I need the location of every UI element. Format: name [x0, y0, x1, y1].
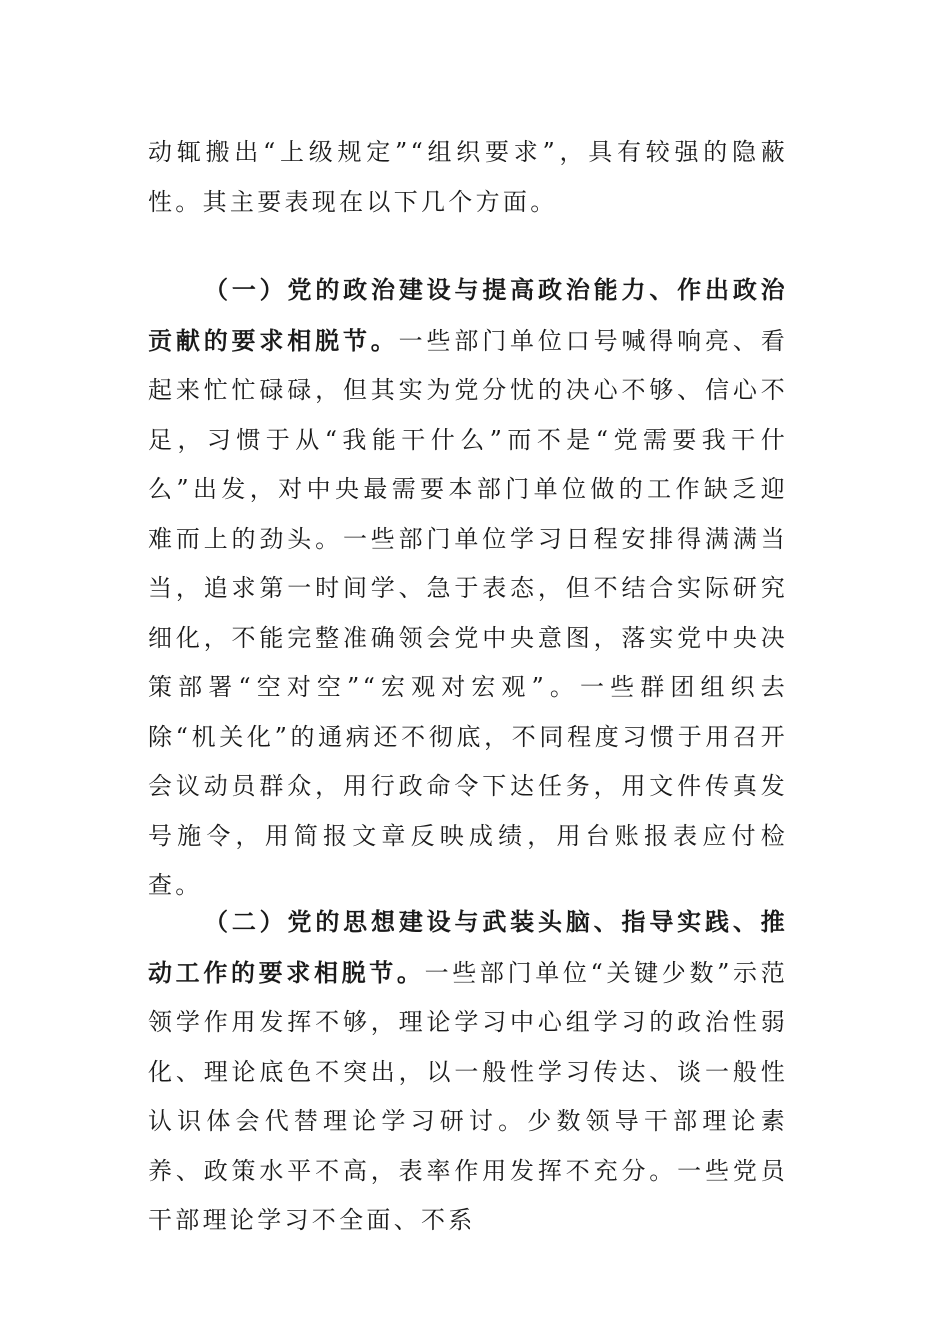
lead-paragraph-block — [148, 128, 788, 227]
section-two-heading: （二）党的思想建设与武装头脑、指导实践、推动工作的要求相脱节。 — [148, 907, 788, 987]
section-one-paragraph — [148, 265, 788, 911]
section-two-paragraph — [148, 897, 788, 1246]
section-one-body: 一些部门单位口号喊得响亮、看起来忙忙碌碌，但其实为党分忧的决心不够、信心不足，习惯于从“我能干什么”而不是“党需要我干什么”出发，对中央最需要本部门单位做的工作缺乏迎难而上的劲头。一些部门单位学习日程安排得满满当当，追求第一时间学、急于表态，但不结合实际研究细化，不能完整准确领会党中央意图，落实党中央决策部署“空对空”“宏观对宏观”。一些群团组织去除“机关化”的通病还不彻底，不同程度习惯于用召开会议动员群众，用行政命令下达任务，用文件传真发号施令，用简报文章反映成绩，用台账报表应付检查。 — [148, 326, 789, 899]
section-one-heading: （一）党的政治建设与提高政治能力、作出政治贡献的要求相脱节。 — [148, 275, 788, 355]
section-two — [148, 897, 788, 1246]
lead-paragraph: 动辄搬出“上级规定”“组织要求”，具有较强的隐蔽性。其主要表现在以下几个方面。 — [148, 138, 788, 216]
section-two-body: 一些部门单位“关键少数”示范领学作用发挥不够，理论学习中心组学习的政治性弱化、理论底色不突出，以一般性学习传达、谈一般性认识体会代替理论学习研讨。少数领导干部理论素养、政策水平不高，表率作用发挥不充分。一些党员干部理论学习不全面、不系 — [148, 958, 788, 1234]
section-one — [148, 265, 788, 911]
